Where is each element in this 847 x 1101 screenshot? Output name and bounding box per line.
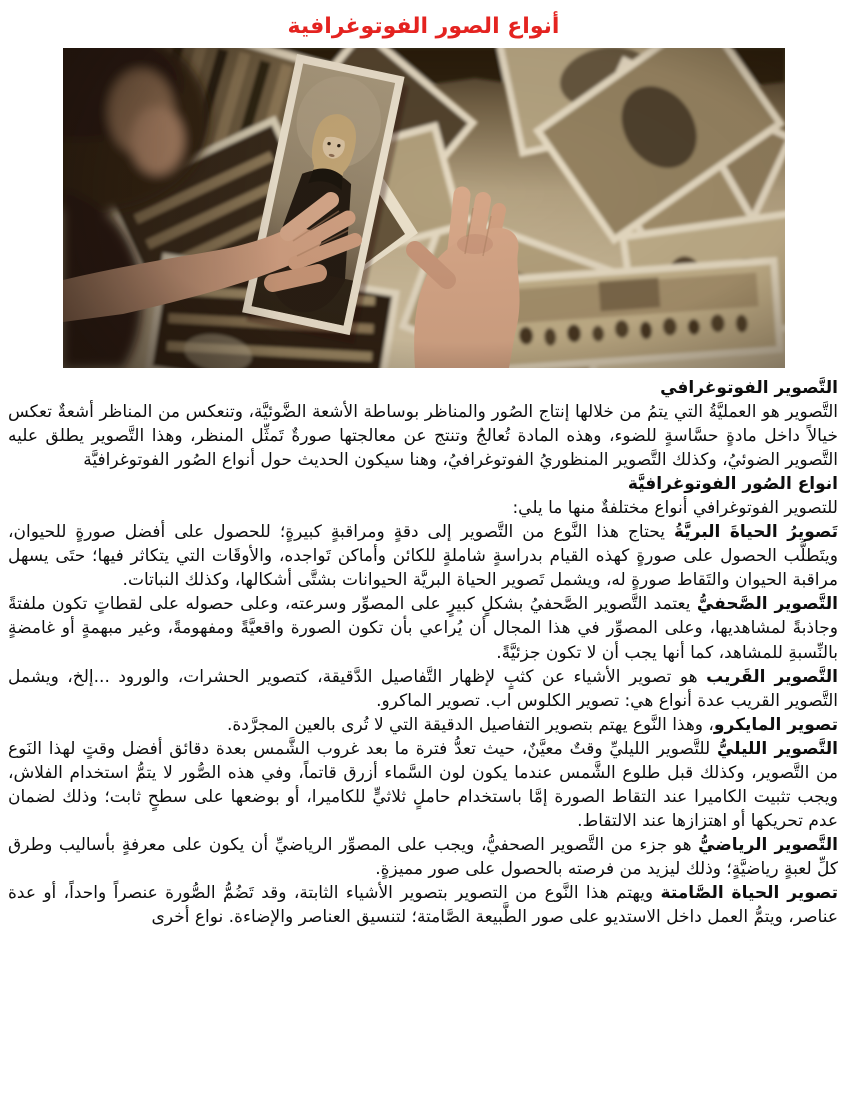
type-lead-stilllife: تصوير الحياة الصَّامتة	[660, 882, 839, 903]
page-title: أنواع الصور الفوتوغرافية	[287, 14, 560, 39]
section-heading-photography: التَّصوير الفوتوغرافي	[660, 378, 838, 398]
type-text-stilllife: ويهتم هذا النَّوع من التصوير بتصوير الأشياء الثابتة، وقد تَضُمُّ الصُّورة عنصراً واحداً، أو عدة عناصر، ويتمُّ العمل داخل الاستديو على صور الطَّبيعة الصَّامتة؛ لتنسيق العناصر والإضاءة. نواع أخرى	[8, 882, 838, 928]
types-intro-line: للتصوير الفوتوغرافي أنواع مختلفةٌ منها ما يلي:	[512, 498, 838, 519]
article-body	[0, 368, 847, 929]
type-item-wildlife	[8, 520, 838, 592]
type-lead-wildlife: تَصويرُ الحياةَ البريَّةُ	[673, 522, 838, 543]
type-text-micro: ، وهذا النَّوع يهتم بتصوير التفاصيل الدقيقة التي لا تُرى بالعين المجرَّدة.	[227, 714, 714, 735]
type-text-sports: هو جزء من التَّصوير الصحفيُّ، ويجب على المصوِّر الرياضيِّ أن يكون على معرفةٍ بأساليب وطرق كلِّ لعبةٍ رياضيَّةٍ؛ وذلك ليزيد من فرصته بالحصول على صور مميزةٍ.	[8, 834, 838, 879]
hands-holding-photos-illustration	[63, 48, 785, 368]
type-item-night	[8, 737, 838, 833]
type-lead-sports: التَّصوير الرياضيُّ	[698, 834, 838, 855]
type-text-closeup: هو تصوير الأشياء عن كثبٍ لإظهار التَّفاصيل الدَّقيقة، كتصوير الحشرات، والورود ...إلخ، ويشمل التَّصوير القريب عدة أنواع هي: تصوير الكلوس اب. تصوير الماكرو.	[8, 666, 838, 711]
section-heading-types: انواع الصُور الفوتوغرافيَّة	[627, 474, 838, 495]
type-text-journalistic: يعتمد التَّصوير الصَّحفيُ بشكلٍ كبيرٍ على المصوِّر وسرعته، وعلى حصوله على لقطاتٍ تكون ملفتةً وجاذبةً لمشاهديها، وعلى المصوِّر في هذا المجال أن يُراعي بأن تكون الصورة واقعيَّةً ومفهومةً، وغير مبهمةٍ أو غامضةٍ بالنِّسبةِ للمشاهد، كما أنها يجب أن لا تكون جزئيَّةً.	[8, 594, 838, 663]
type-item-sports	[8, 833, 838, 881]
paragraph-photography-definition: التَّصوير هو العمليَّةُ التي يتمُ من خلالها إنتاج الصُور والمناظر بوساطة الأشعة الضَّوئيَّة، وتنعكس من المناظر أشعةٌ تعكس خيالاً داخل مادةٍ حسَّاسةٍ للضوء، وهذه المادة تُعالجُ وتنتج عن معالجتها صورةٌ تَمثِّل المنظر، وهذا التَّصوير يطلق عليه التَّصوير الضوئيُ، وكذلك التَّصوير المنظوريُ الفوتوغرافيُ، وهنا سيكون الحديث حول أنواع الصُور الفوتوغرافيَّة	[8, 402, 838, 471]
type-lead-journalistic: التَّصوير الصَّحفيُّ	[696, 594, 838, 615]
type-item-micro	[8, 713, 838, 737]
type-item-stilllife	[8, 881, 838, 929]
type-item-closeup	[8, 665, 838, 713]
type-lead-night: التَّصوير الليليُّ	[716, 738, 838, 759]
type-text-wildlife: يحتاج هذا النَّوع من التَّصوير إلى دقةٍ ومراقبةٍ كبيرةٍ؛ للحصول على أفضل صورةٍ للحيوان، ويتَطلَّب الحصول على صورةٍ كهذه القيام بدراسةٍ شاملةٍ للكائن وأماكن تَواجده، والأوقَات التي يتكاثر فيها؛ حتَى يسهل مراقبة الحيوان والتَقاط صورةٍ له، ويشمل تَصوير الحياة البريَّة الحيوانات بشتَّى أشكالها، وكذلك النباتات.	[8, 522, 838, 591]
type-item-journalistic	[8, 592, 838, 664]
hero-image	[63, 48, 785, 368]
type-text-night: للتَّصوير الليليِّ وقتٌ معيَّنٌ، حيث تعدُّ فترة ما بعد غروب الشَّمس بعدة دقائق أفضل وقتٍ لهذا النَوع من التَّصوير، وكذلك قبل طلوع الشَّمس عندما يكون لون السَّماء أزرق قاتماً، وفي هذه الصُّور لا يتمُّ استخدام الفلاش، ويجب تثبيت الكاميرا عند التقاط الصورة إمَّا باستخدام حاملٍ ثلاثيٍّ للكاميرا، أو بوضعها على سطحٍ ثابت؛ وذلك لضمان عدم تحريكها أو اهتزازها عند الالتقاط.	[8, 738, 838, 831]
type-lead-closeup: التَّصوير القَريب	[706, 666, 839, 687]
type-lead-micro: تصوير المايكرو	[713, 714, 838, 735]
